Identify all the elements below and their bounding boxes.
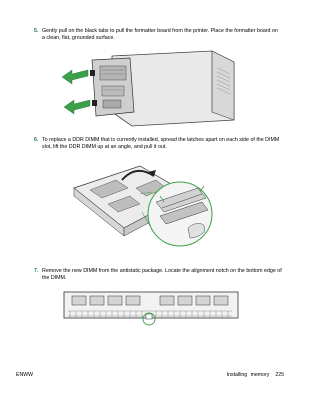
dimm-notch-illustration bbox=[62, 288, 242, 328]
footer-manual-id: ENWW bbox=[16, 372, 33, 378]
step-number: 5. bbox=[34, 28, 39, 34]
step-7 bbox=[34, 268, 282, 282]
step-6 bbox=[34, 137, 282, 151]
footer-section bbox=[227, 372, 284, 378]
footer-section-title: Installing memory bbox=[226, 372, 270, 378]
step-text: To replace a DDR DIMM that is currently installed, spread the latches apart on each side of the DIMM slot, lift the DDR DIMM up at an angle, and pull it out. bbox=[42, 137, 280, 150]
step-text: Gently pull on the black tabs to pull the formatter board from the printer. Place the formatter board on a clean, flat, grounded surface. bbox=[42, 28, 278, 41]
step-5 bbox=[34, 28, 282, 42]
page-number: 225 bbox=[275, 372, 284, 378]
dimm-removal-illustration bbox=[70, 158, 220, 250]
printer-formatter-illustration bbox=[62, 48, 242, 128]
step-text: Remove the new DIMM from the antistatic package. Locate the alignment notch on the bottom edge of the DIMM. bbox=[42, 268, 282, 281]
step-number: 6. bbox=[34, 137, 39, 143]
step-number: 7. bbox=[34, 268, 39, 274]
